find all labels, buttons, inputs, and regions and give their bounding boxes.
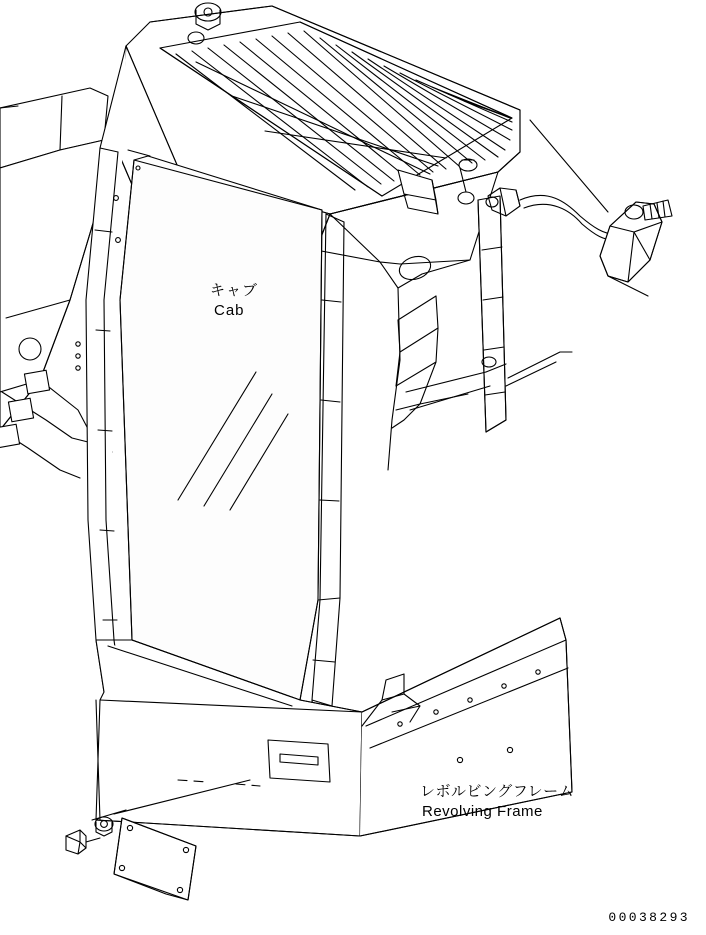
drawing-number: 00038293 bbox=[608, 910, 690, 925]
label-cab-english: Cab bbox=[214, 302, 245, 319]
label-cab-japanese: キャブ bbox=[210, 282, 259, 299]
label-revolving-frame-japanese: レボルビングフレーム bbox=[420, 783, 575, 800]
right-lamp-assembly bbox=[530, 120, 672, 296]
rear-frame-rail bbox=[406, 196, 572, 432]
cab-window-glass bbox=[120, 156, 322, 700]
label-revolving-frame-english: Revolving Frame bbox=[422, 803, 543, 820]
